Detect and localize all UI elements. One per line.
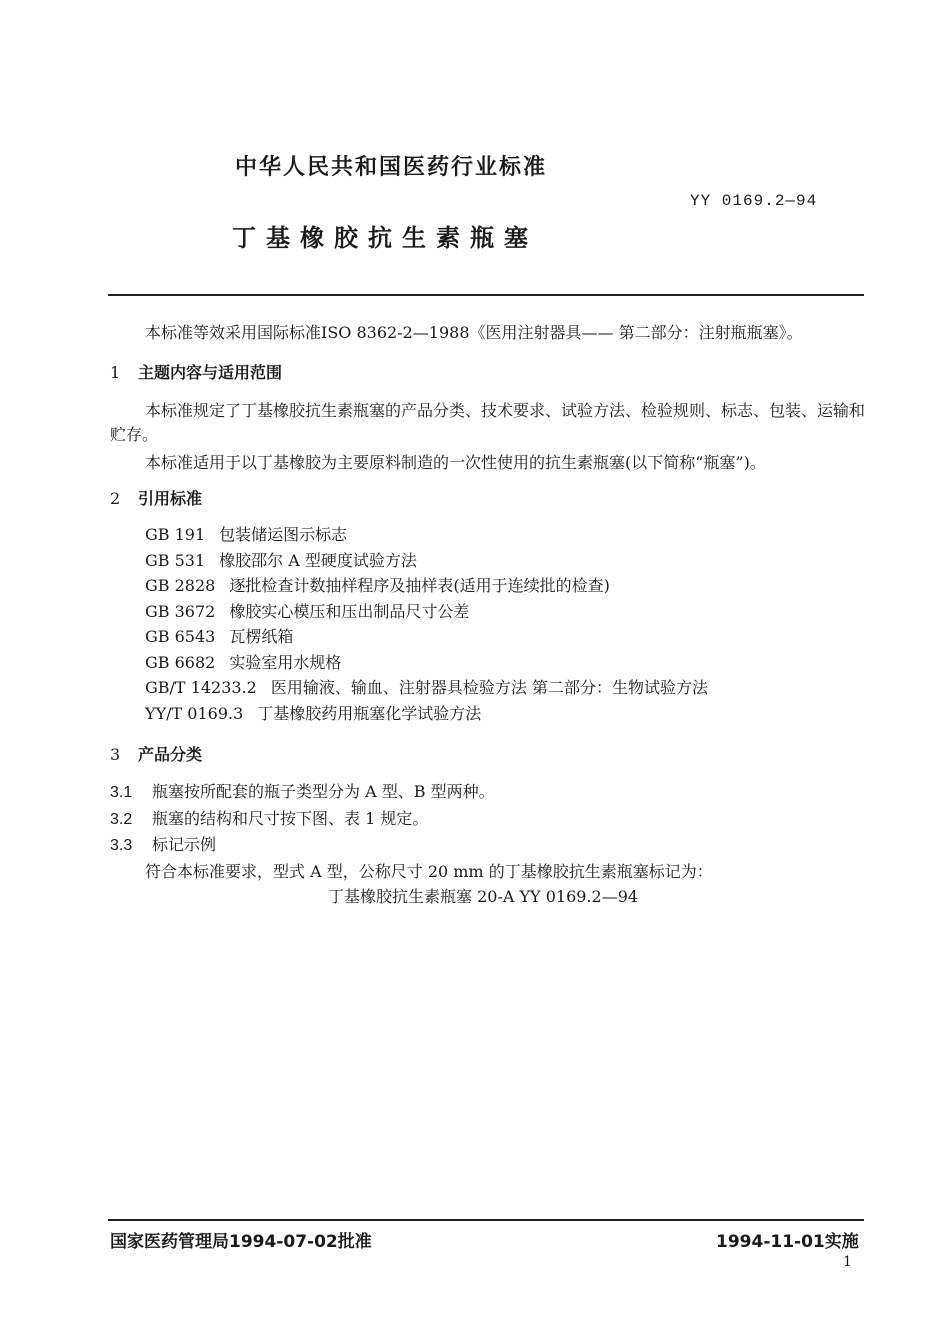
section-3-title: 产品分类	[138, 745, 203, 764]
marking-example-value: 丁基橡胶抗生素瓶塞 20-A YY 0169.2—94	[328, 887, 639, 906]
ref-title: 包装储运图示标志	[219, 525, 348, 544]
ref-title: 医用输液、输血、注射器具检验方法 第二部分：生物试验方法	[270, 678, 708, 697]
list-item	[145, 548, 708, 574]
clause-number: 3.2	[110, 811, 133, 828]
clause-text: 瓶塞的结构和尺寸按下图、表 1 规定。	[152, 809, 429, 828]
intro-paragraph: 本标准等效采用国际标准ISO 8362-2—1988《医用注射器具—— 第二部分：注射瓶瓶塞》。	[145, 323, 803, 342]
reference-list	[145, 522, 708, 726]
ref-code: GB 191	[145, 525, 206, 544]
section-3-heading	[110, 742, 202, 765]
list-item	[145, 522, 708, 548]
section-1-title: 主题内容与适用范围	[138, 363, 283, 382]
ref-code: GB 6543	[145, 627, 216, 646]
ref-code: GB 6682	[145, 652, 216, 672]
ref-title: 实验室用水规格	[229, 652, 342, 672]
section-1-paragraph-2: 本标准适用于以丁基橡胶为主要原料制造的一次性使用的抗生素瓶塞(以下简称“瓶塞”)。	[145, 453, 766, 472]
section-1-heading	[110, 360, 282, 383]
ref-code: GB 2828	[145, 576, 216, 595]
footer-divider	[108, 1219, 864, 1221]
clause-text: 标记示例	[152, 835, 217, 854]
ref-code: GB 531	[145, 550, 206, 570]
list-item	[145, 675, 708, 701]
ref-title: 逐批检查计数抽样程序及抽样表(适用于连续批的检查)	[229, 576, 610, 595]
marking-example-text: 符合本标准要求，型式 A 型，公称尺寸 20 mm 的丁基橡胶抗生素瓶塞标记为：	[145, 862, 713, 881]
section-2-title: 引用标准	[138, 489, 203, 508]
section-2-number: 2	[110, 489, 121, 508]
issuing-authority-title: 中华人民共和国医药行业标准	[235, 155, 548, 180]
section-1-paragraph-1: 本标准规定了丁基橡胶抗生素瓶塞的产品分类、技术要求、试验方法、检验规则、标志、包装、运输和	[145, 401, 866, 420]
clause-3-1	[110, 779, 495, 802]
page-number: 1	[843, 1254, 852, 1270]
list-item	[145, 599, 708, 625]
list-item	[145, 650, 708, 676]
ref-code: GB/T 14233.2	[145, 678, 257, 697]
section-3-number: 3	[110, 745, 121, 764]
ref-code: GB 3672	[145, 601, 216, 621]
effective-date: 1994-11-01实施	[716, 1232, 859, 1252]
document-title: 丁基橡胶抗生素瓶塞	[232, 224, 538, 252]
clause-number: 3.1	[110, 784, 133, 801]
ref-code: YY/T 0169.3	[145, 703, 244, 723]
clause-number: 3.3	[110, 837, 133, 854]
list-item	[145, 624, 708, 650]
header-divider	[108, 294, 864, 296]
ref-title: 橡胶实心模压和压出制品尺寸公差	[229, 601, 470, 621]
approval-date: 国家医药管理局1994-07-02批准	[110, 1232, 372, 1252]
section-1-paragraph-1-cont: 贮存。	[110, 425, 159, 444]
list-item	[145, 573, 708, 599]
clause-text: 瓶塞按所配套的瓶子类型分为 A 型、B 型两种。	[152, 782, 495, 801]
ref-title: 瓦楞纸箱	[229, 627, 294, 646]
clause-3-2	[110, 806, 428, 829]
ref-title: 橡胶邵尔 A 型硬度试验方法	[219, 550, 417, 570]
clause-3-3	[110, 832, 216, 855]
standard-number: YY 0169.2—94	[690, 192, 818, 210]
section-2-heading	[110, 486, 202, 509]
ref-title: 丁基橡胶药用瓶塞化学试验方法	[257, 703, 482, 723]
section-1-number: 1	[110, 363, 121, 382]
list-item	[145, 701, 708, 727]
